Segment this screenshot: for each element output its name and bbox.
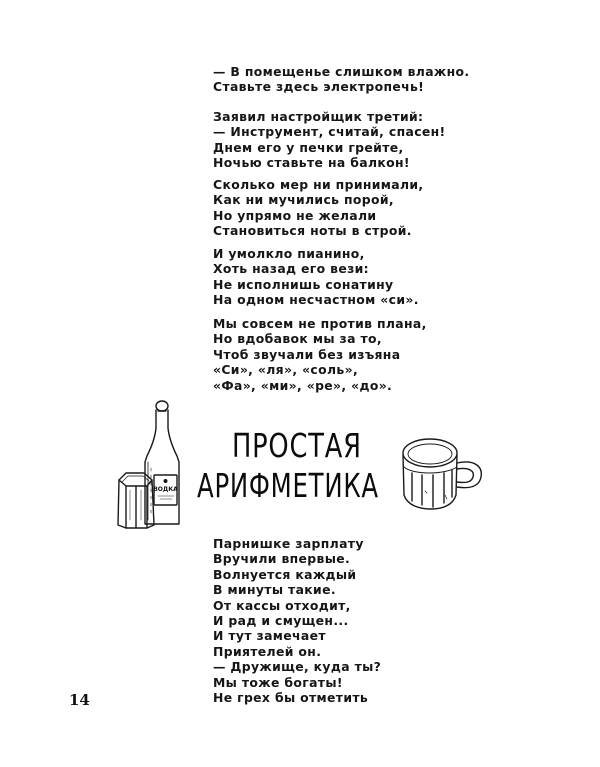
stanza-4 xyxy=(213,246,419,308)
stanza-3 xyxy=(213,177,424,239)
poem-line: И умолкло пианино, xyxy=(213,246,365,261)
poem-line: — В помещенье слишком влажно. xyxy=(213,64,470,79)
poem-line: Не грех бы отметить xyxy=(213,690,369,706)
poem-line: Становиться ноты в строй. xyxy=(213,223,412,239)
bottle-label: ВОДКА xyxy=(153,486,178,493)
poem-line: Заявил настройщик третий: xyxy=(213,109,424,124)
poem-line: Сколько мер ни принимали, xyxy=(213,177,424,192)
poem-line: Вручили впервые. xyxy=(213,551,351,567)
poem-line: Не исполнишь сонатину xyxy=(213,276,394,292)
poem-line: И рад и смущен... xyxy=(213,613,349,629)
poem-line: От кассы отходит, xyxy=(213,597,351,613)
stanza-5 xyxy=(213,316,427,393)
poem-line: — Дружище, куда ты? xyxy=(213,659,382,675)
poem-line: Ставьте здесь электропечь! xyxy=(213,79,425,95)
poem-title-line-2: АРИФМЕТИКА xyxy=(197,466,379,505)
poem-line: Но упрямо не желали xyxy=(213,207,377,223)
poem-line: Мы совсем не против плана, xyxy=(213,316,427,331)
poem-line: Мы тоже богаты! xyxy=(213,674,343,690)
poem-title-line-1: ПРОСТАЯ xyxy=(232,426,362,465)
poem-line: Хоть назад его вези: xyxy=(213,261,369,277)
poem-line: И тут замечает xyxy=(213,628,326,644)
page-number: 14 xyxy=(69,691,90,709)
poem-line: Ночью ставьте на балкон! xyxy=(213,155,410,171)
poem-line: «Фа», «ми», «ре», «до». xyxy=(213,377,393,393)
faceted-glass-icon xyxy=(114,470,159,530)
poem-line: — Инструмент, считай, спасен! xyxy=(213,124,446,140)
poem-line: Но вдобавок мы за то, xyxy=(213,331,382,347)
poem-line: Волнуется каждый xyxy=(213,566,357,582)
stanza-2 xyxy=(213,109,446,171)
poem-line: Приятелей он. xyxy=(213,643,322,659)
poem-line: Днем его у печки грейте, xyxy=(213,139,404,155)
poem-line: «Си», «ля», «соль», xyxy=(213,362,358,378)
poem-line: В минуты такие. xyxy=(213,582,336,598)
poem-line: Чтоб звучали без изъяна xyxy=(213,346,401,362)
beer-mug-icon xyxy=(395,433,485,513)
poem-line: Как ни мучились порой, xyxy=(213,192,394,208)
poem-line: На одном несчастном «си». xyxy=(213,292,419,308)
poem-line: Парнишке зарплату xyxy=(213,536,364,551)
stanza-1 xyxy=(213,64,469,95)
stanza-poem2-1 xyxy=(213,536,381,705)
